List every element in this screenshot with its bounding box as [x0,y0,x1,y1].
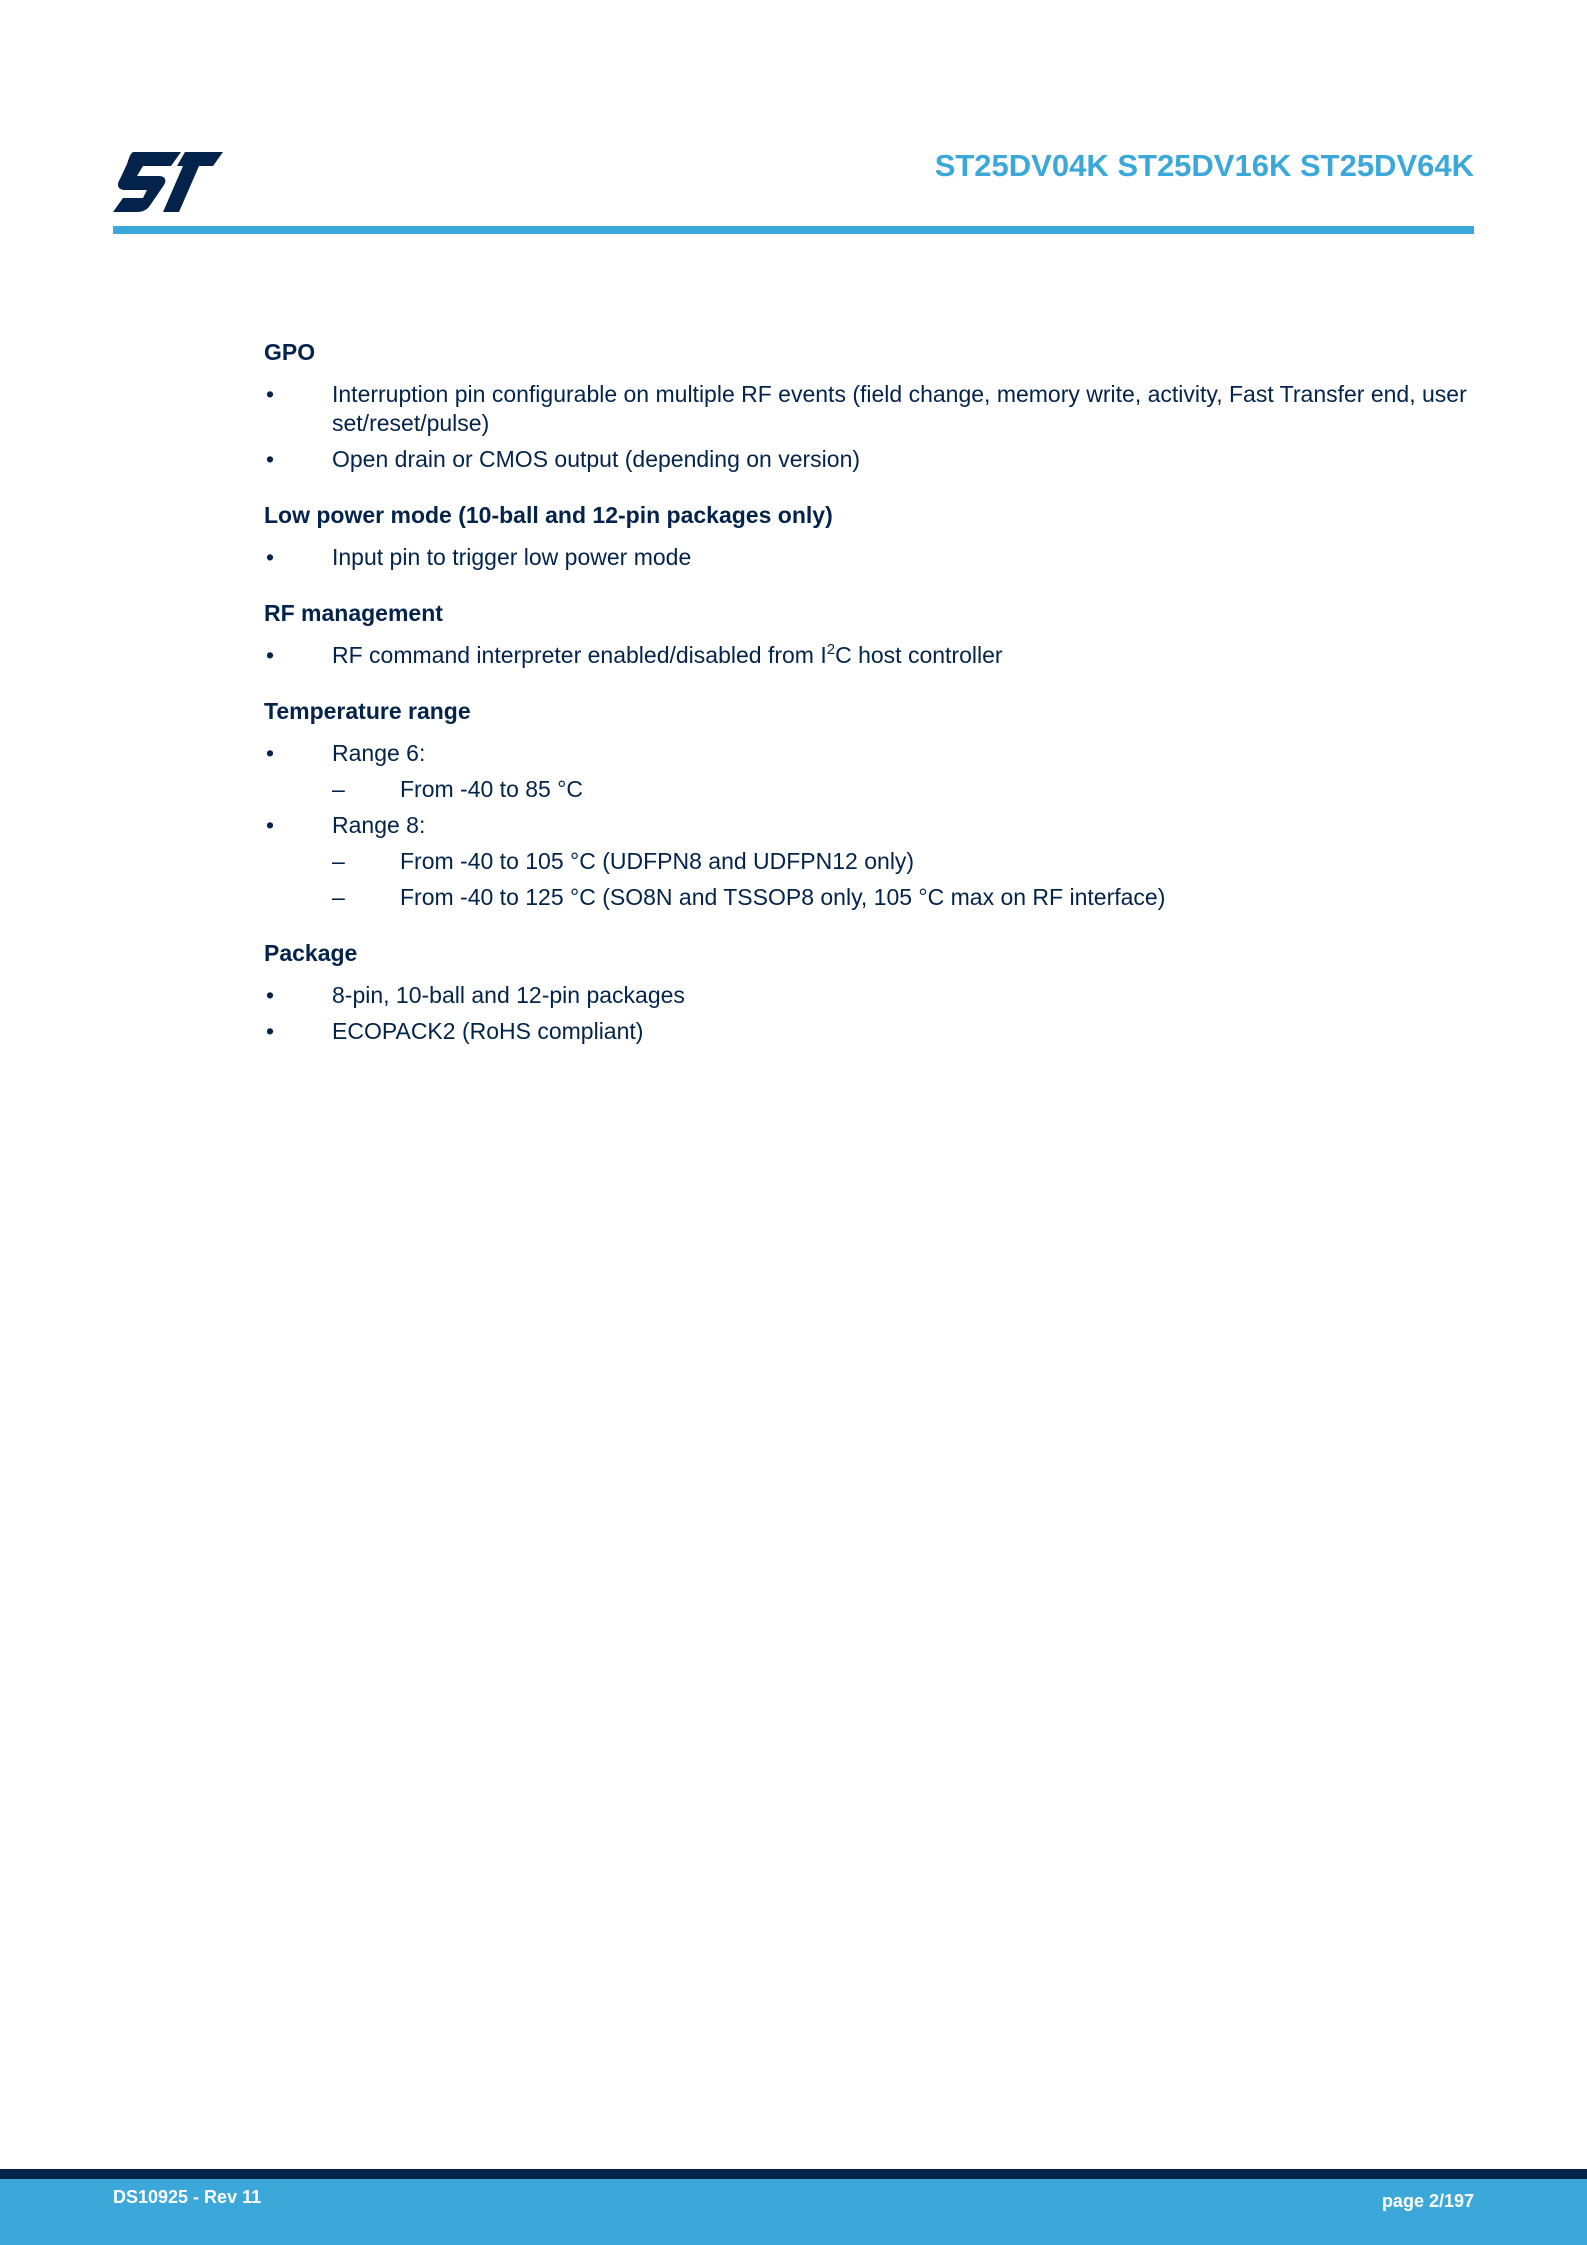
list-item [264,641,1474,670]
sub-list-item [332,847,1474,876]
bullet-marker: • [266,1018,275,1044]
section-title: GPO [264,339,316,365]
section-low-power-mode [264,497,1474,572]
sub-list-item [332,775,1474,804]
bullet-marker: • [266,446,275,472]
list-item-text-before: RF command interpreter enabled/disabled from I [332,642,827,668]
footer-page-number: page 2/197 [1381,2191,1474,2211]
list-item [264,811,1474,912]
st-logo-icon [113,152,223,214]
section-title: Package [264,940,358,966]
list-item [264,981,1474,1010]
list-item [264,1017,1474,1046]
list-item-text: Range 6: [332,740,426,766]
list-item [264,445,1474,474]
section-temperature-range [264,693,1474,912]
bullet-list [264,739,1474,912]
list-item-text: Input pin to trigger low power mode [332,544,692,570]
list-item-text: Open drain or CMOS output (depending on version) [332,446,861,472]
sub-list-item-text: From -40 to 85 °C [400,776,584,802]
list-item-text-after: C host controller [835,642,1003,668]
footer-dark-rule [0,2169,1587,2179]
bullet-list [264,543,1474,572]
list-item [264,380,1474,438]
bullet-list [264,641,1474,670]
header-rule [113,226,1474,234]
bullet-marker: • [266,740,275,766]
list-item-text: Range 8: [332,812,426,838]
list-item [264,739,1474,804]
feature-content [264,334,1474,1069]
sub-list-item [332,883,1474,912]
list-item-text: 8-pin, 10-ball and 12-pin packages [332,982,685,1008]
superscript: 2 [826,641,836,658]
sub-list-item-text: From -40 to 105 °C (UDFPN8 and UDFPN12 only) [400,848,915,874]
dash-marker: – [332,848,345,874]
bullet-marker: • [266,812,275,838]
list-item [264,543,1474,572]
bullet-list [264,380,1474,474]
section-title: RF management [264,600,443,626]
sub-list [332,847,1474,912]
bullet-list [264,981,1474,1046]
bullet-marker: • [266,381,275,407]
sub-list [332,775,1474,804]
dash-marker: – [332,884,345,910]
bullet-marker: • [266,982,275,1008]
list-item-text: Interruption pin configurable on multiple RF events (field change, memory write, activity, Fast Transfer end, user set/reset/pulse) [332,381,1467,436]
section-rf-management [264,595,1474,670]
bullet-marker: • [266,642,275,668]
bullet-marker: • [266,544,275,570]
section-title: Low power mode (10-ball and 12-pin packages only) [264,502,833,528]
list-item-text: ECOPACK2 (RoHS compliant) [332,1018,644,1044]
section-title: Temperature range [264,698,471,724]
sub-list-item-text: From -40 to 125 °C (SO8N and TSSOP8 only, 105 °C max on RF interface) [400,884,1166,910]
dash-marker: – [332,776,345,802]
document-title: ST25DV04K ST25DV16K ST25DV64K [934,148,1474,183]
section-gpo [264,334,1474,474]
footer-document-id: DS10925 - Rev 11 [113,2187,262,2207]
section-package [264,935,1474,1046]
